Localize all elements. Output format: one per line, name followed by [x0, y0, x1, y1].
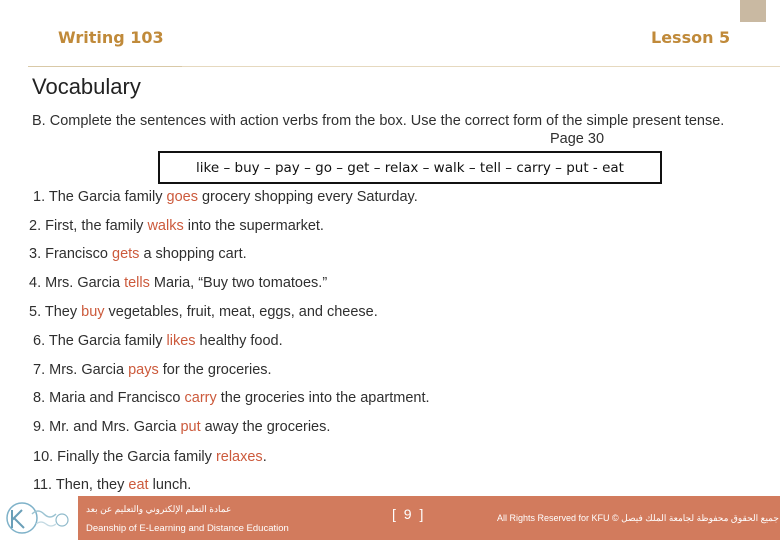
sentence-verb: relaxes [215, 449, 263, 465]
sentence-text: 9. Mr. and Mrs. Garcia [33, 419, 181, 435]
sentence-item [33, 419, 330, 435]
sentence-text: a shopping cart. [139, 246, 247, 262]
sentence-text: lunch. [148, 477, 192, 493]
sentence-text: 3. Francisco [29, 246, 112, 262]
sentence-item [29, 275, 327, 291]
page-number: [ 9 ] [392, 506, 426, 522]
sentence-item [29, 218, 324, 234]
sentence-text: into the supermarket. [183, 218, 324, 234]
sentence-text: grocery shopping every Saturday. [197, 189, 418, 205]
kfu-elearning-logo [2, 498, 76, 538]
sentence-verb: put [180, 419, 201, 435]
corner-accent [740, 0, 766, 22]
sentence-verb: likes [166, 333, 196, 349]
sentence-verb: goes [166, 189, 198, 205]
sentence-item [33, 362, 272, 378]
sentence-item [33, 477, 191, 493]
footer-deanship-arabic: عمادة التعلم الإلكتروني والتعليم عن بعد [86, 504, 232, 514]
sentence-text: 7. Mrs. Garcia [33, 362, 129, 378]
header-divider [28, 66, 182, 67]
sentence-item [33, 189, 418, 205]
sentence-text: 1. The Garcia family [33, 189, 167, 205]
sentence-verb: tells [124, 275, 150, 291]
sentence-text: 8. Maria and Francisco [33, 390, 185, 406]
sentence-text: 6. The Garcia family [33, 333, 167, 349]
sentence-verb: buy [81, 304, 105, 320]
sentence-item [33, 390, 430, 406]
footer-rights: All Rights Reserved for KFU © جميع الحقوق محفوظة لجامعة الملك فيصل [497, 513, 779, 523]
sentence-text: away the groceries. [200, 419, 331, 435]
sentence-item [29, 304, 378, 320]
sentence-text: Maria, “Buy two tomatoes.” [149, 275, 328, 291]
header-divider-right [182, 66, 780, 67]
sentence-text: 4. Mrs. Garcia [29, 275, 125, 291]
course-title: Writing 103 [58, 28, 164, 47]
sentence-text: healthy food. [195, 333, 283, 349]
sentence-item [33, 449, 267, 465]
sentence-text: . [262, 449, 267, 465]
sentence-verb: carry [184, 390, 217, 406]
sentence-text: 10. Finally the Garcia family [33, 449, 216, 465]
sentence-text: vegetables, fruit, meat, eggs, and cheese. [104, 304, 378, 320]
sentence-text: 11. Then, they [33, 477, 129, 493]
sentence-text: 5. They [29, 304, 82, 320]
footer-deanship: Deanship of E-Learning and Distance Education [86, 523, 289, 534]
sentence-item [33, 333, 283, 349]
instructions-page: Page 30 [550, 131, 605, 147]
sentence-text: for the groceries. [158, 362, 272, 378]
sentence-verb: walks [147, 218, 184, 234]
instructions-text: B. Complete the sentences with action verbs from the box. Use the correct form of the simple present tense. [32, 113, 725, 129]
sentence-item [29, 246, 247, 262]
word-box: like – buy – pay – go – get – relax – walk – tell – carry – put - eat [158, 151, 662, 184]
lesson-label: Lesson 5 [651, 28, 731, 47]
sentence-text: 2. First, the family [29, 218, 148, 234]
sentence-verb: gets [112, 246, 140, 262]
sentence-verb: eat [128, 477, 149, 493]
sentence-verb: pays [128, 362, 159, 378]
sentence-text: the groceries into the apartment. [216, 390, 430, 406]
page-title: Vocabulary [32, 74, 141, 99]
